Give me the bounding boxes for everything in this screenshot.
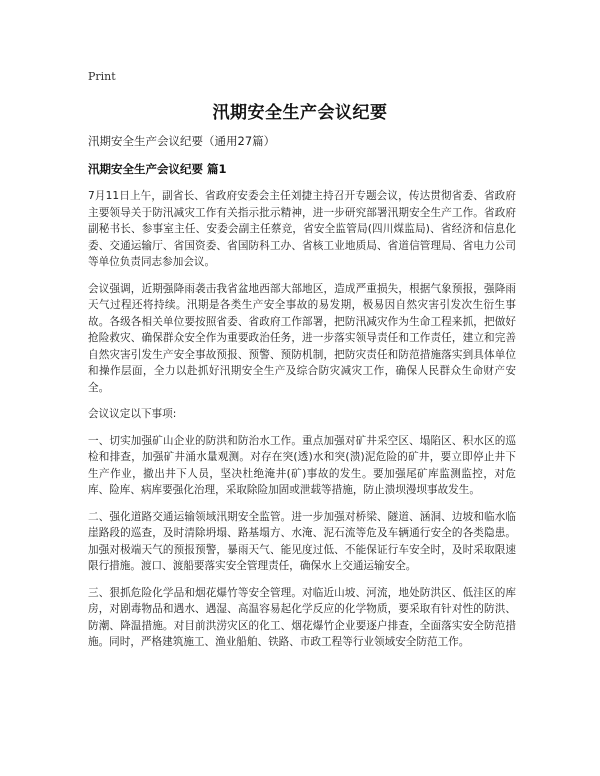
print-label: Print [88, 70, 116, 83]
paragraph-agreed-items: 会议议定以下事项: [88, 408, 177, 420]
paragraph-intro: 7月11日上午，副省长、省政府安委会主任刘捷主持召开专题会议，传达贯彻省委、省政府主要领导关于防汛减灾工作有关指示批示精神，进一步研究部署汛期安全生产工作。省政府副秘书长、参事室主任、安委会副主任蔡竞，省安全监管局(四川煤监局)、省经济和信息化委、交通运输厅、省国资委、省国防科工办、省核工业地质局、省道信管理局、省电力公司等单位负责同志参加会议。 [88, 190, 516, 268]
paragraph-emphasis: 会议强调，近期强降雨袭击我省盆地西部大部地区，造成严重损失，根据气象预报，强降雨天气过程还将持续。汛期是各类生产安全事故的易发期，极易因自然灾害引发次生衍生事故。各级各相关单位要按照省委、省政府工作部署，把防汛减灾作为生命工程来抓，把做好抢险救灾、确保群众安全作为重要政治任务，进一步落实领导责任和工作责任，建立和完善自然灾害引发生产安全事故预报、预警、预防机制，把防灾责任和防范措施落实到具体单位和操作层面，全力以赴抓好汛期安全生产及综合防灾减灾工作，确保人民群众生命财产安全。 [88, 282, 516, 394]
document-subtitle: 汛期安全生产会议纪要（通用27篇） [88, 134, 276, 148]
paragraph-item-2: 二、强化道路交通运输领域汛期安全监管。进一步加强对桥梁、隧道、涵洞、边坡和临水临崖路段的巡查，及时清除坍塌、路基塌方、水淹、泥石流等危及车辆通行安全的各类隐患。加强对极端天气的预报预警，暴雨天气、能见度过低、不能保证行车安全时，及时采取限速限行措施。渡口、渡船要落实安全管理责任，确保水上交通运输安全。 [88, 510, 516, 572]
paragraph-item-1: 一、切实加强矿山企业的防洪和防治水工作。重点加强对矿井采空区、塌陷区、积水区的巡检和排查，加强矿井涌水量观测。对存在突(透)水和突(溃)泥危险的矿井，要立即停止井下生产作业，撤出井下人员，坚决杜绝淹井(矿)事故的发生。要加强尾矿库监测监控，对危库、险库、病库要强化治理，采取除险加固或泄载等措施，防止溃坝漫坝事故发生。 [88, 434, 516, 496]
section-heading: 汛期安全生产会议纪要 篇1 [88, 162, 227, 176]
document-body [88, 132, 516, 661]
page-title: 汛期安全生产会议纪要 [212, 103, 388, 123]
paragraph-item-3: 三、狠抓危险化学品和烟花爆竹等安全管理。对临近山坡、河流，地处防洪区、低洼区的库房，对剧毒物品和遇水、遇湿、高温容易起化学反应的化学物质，要采取有针对性的防洪、防潮、降温措施。对目前洪涝灾区的化工、烟花爆竹企业要逐户排查，全面落实安全防范措施。同时，严格建筑施工、渔业船舶、铁路、市政工程等行业领域安全防范工作。 [88, 586, 516, 648]
